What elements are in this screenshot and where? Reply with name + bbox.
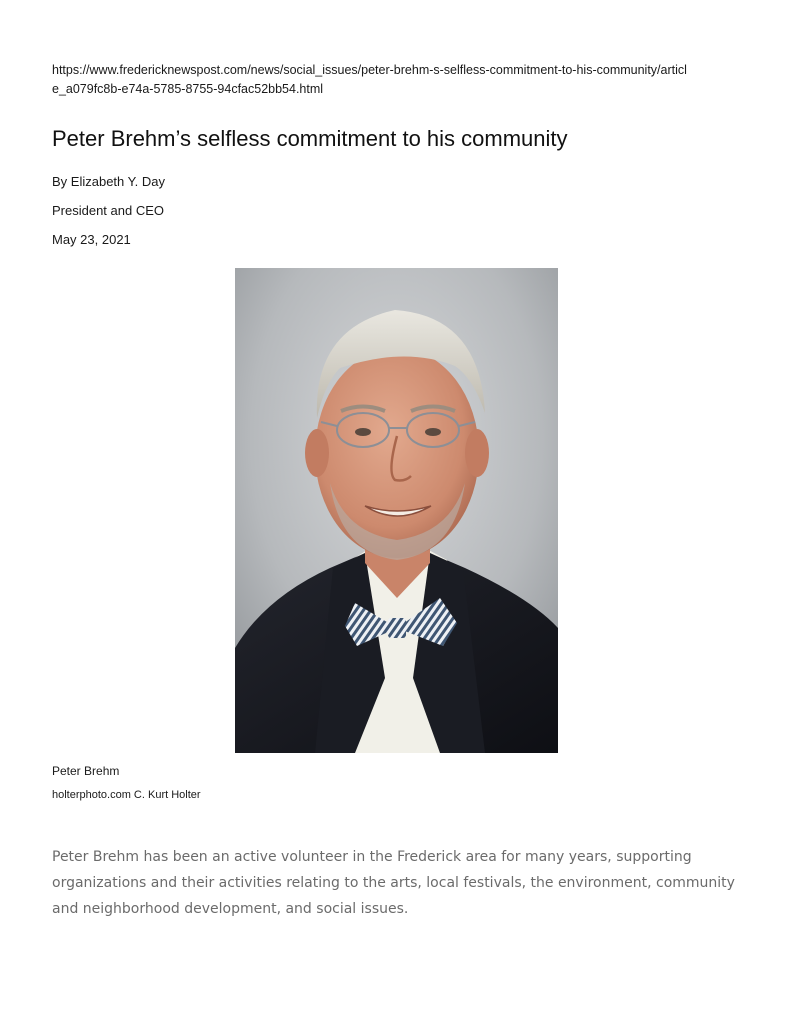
author-role: President and CEO xyxy=(52,203,165,218)
source-url: https://www.fredericknewspost.com/news/social_issues/peter-brehm-s-selfless-commitment-to-his-community/article_a079fc8b-e74a-5785-8755-94cfac52bb54.html xyxy=(52,63,687,96)
portrait-photo xyxy=(235,268,558,753)
body-paragraph: Peter Brehm has been an active volunteer in the Frederick area for many years, supporting organizations and their activities relating to the arts, local festivals, the environment, community and neighborhood development, and social issues. xyxy=(52,849,735,917)
photo-credit: holterphoto.com C. Kurt Holter xyxy=(52,789,201,801)
article-title: Peter Brehm’s selfless commitment to his community xyxy=(52,126,568,151)
article-byline: By Elizabeth Y. Day xyxy=(52,174,165,189)
photo-caption: Peter Brehm xyxy=(52,764,120,778)
article-date: May 23, 2021 xyxy=(52,232,131,247)
